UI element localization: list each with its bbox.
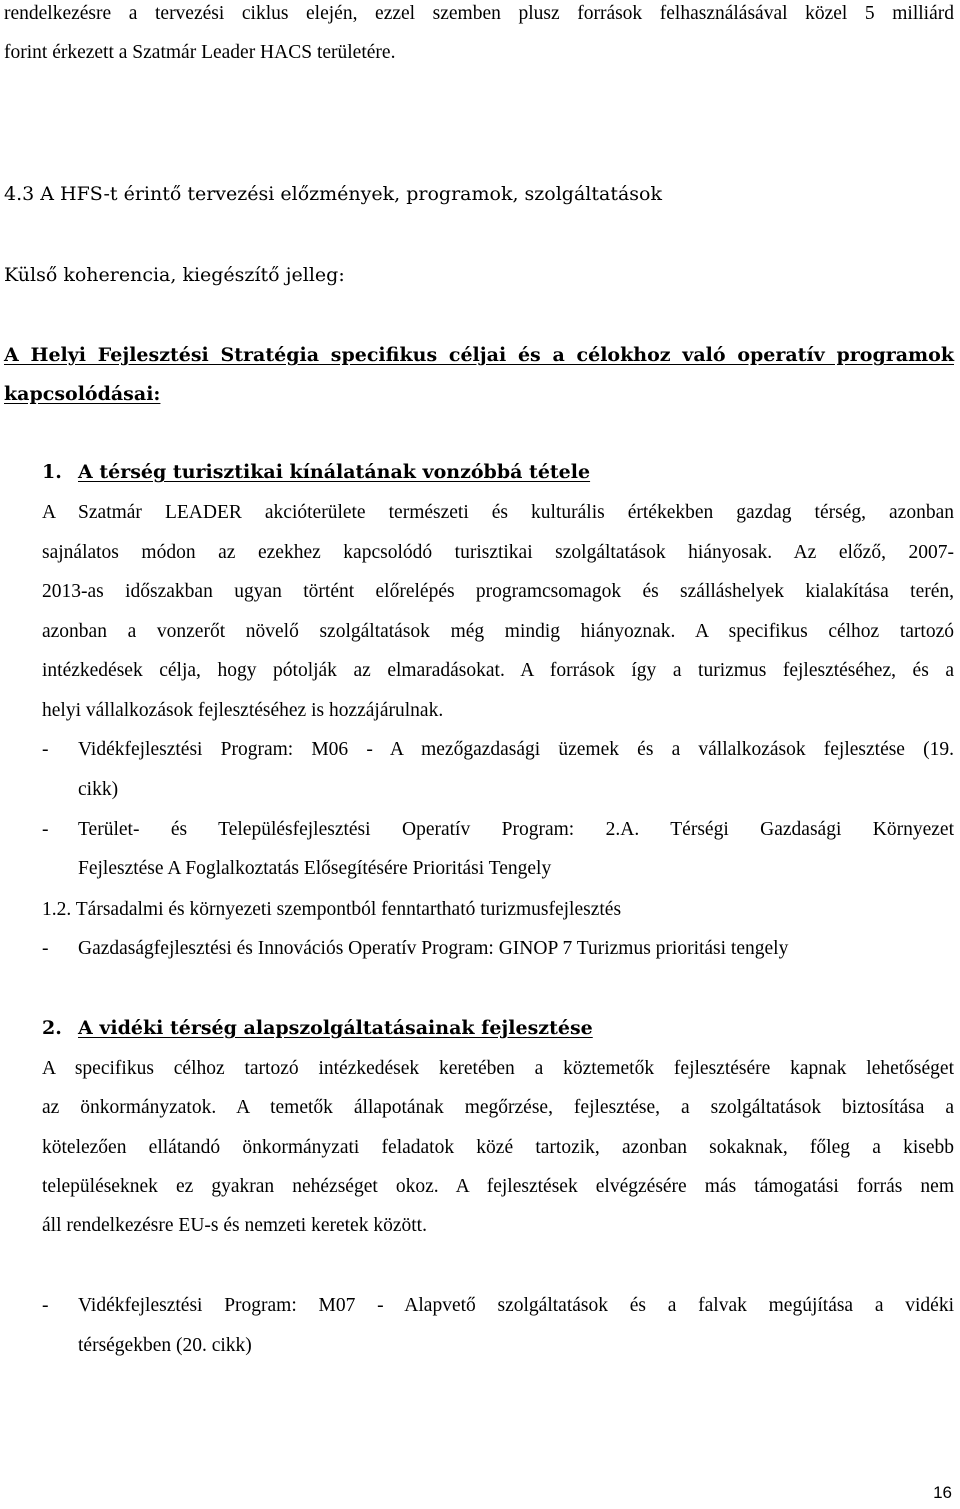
item2-title: A vidéki térség alapszolgáltatásainak fejlesztése — [78, 1017, 593, 1039]
program-line: Vidékfejlesztési Program: M06 - A mezőgazdasági üzemek és a vállalkozások fejlesztése (19. — [78, 739, 954, 760]
item2-body-line: az önkormányzatok. A temetők állapotának megőrzése, fejlesztése, a szolgáltatások biztosítása a — [42, 1097, 954, 1118]
item2-body-line: A specifikus célhoz tartozó intézkedések keretében a köztemetők fejlesztésére kapnak lehetőséget — [42, 1058, 954, 1079]
item2-body-line: kötelezően ellátandó önkormányzati feladatok közé tartozik, azonban sokaknak, főleg a kisebb — [42, 1137, 954, 1158]
program-line: Terület- és Településfejlesztési Operatív Program: 2.A. Térségi Gazdasági Környezet — [78, 819, 954, 840]
intro-line-2: forint érkezett a Szatmár Leader HACS területére. — [4, 42, 396, 63]
program-line: térségekben (20. cikk) — [78, 1335, 252, 1356]
program-line: cikk) — [78, 779, 119, 800]
item2-body-line: áll rendelkezésre EU-s és nemzeti keretek között. — [42, 1215, 427, 1236]
list-dash: - — [42, 1295, 49, 1316]
item1-body-line: sajnálatos módon az ezekhez kapcsolódó turisztikai szolgáltatások hiányosak. Az előző, 2007- — [42, 542, 954, 563]
page-number: 16 — [933, 1483, 952, 1502]
section-title-line-2: kapcsolódásai: — [4, 383, 161, 405]
item1-title: A térség turisztikai kínálatának vonzóbbá tétele — [78, 461, 591, 483]
item1-number: 1. — [42, 461, 62, 483]
section-subheading: Külső koherencia, kiegészítő jelleg: — [4, 264, 345, 286]
item1-body-line: azonban a vonzerőt növelő szolgáltatások még mindig hiányoznak. A specifikus célhoz tartozó — [42, 621, 954, 642]
section-title-line-1: A Helyi Fejlesztési Stratégia specifikus céljai és a célokhoz való operatív programok — [4, 344, 954, 366]
program-line: Vidékfejlesztési Program: M07 - Alapvető szolgáltatások és a falvak megújítása a vidéki — [78, 1295, 954, 1316]
intro-line-1: rendelkezésre a tervezési ciklus elején, ezzel szemben plusz források felhasználásával közel 5 milliárd — [4, 3, 954, 24]
item1-body-line: A Szatmár LEADER akcióterülete természeti és kulturális értékekben gazdag térség, azonban — [42, 502, 954, 523]
section-heading: 4.3 A HFS-t érintő tervezési előzmények, programok, szolgáltatások — [4, 183, 663, 205]
program-line: Gazdaságfejlesztési és Innovációs Operatív Program: GINOP 7 Turizmus prioritási tengely — [78, 938, 789, 959]
subsection-continuation: 1.2. Társadalmi és környezeti szempontból fenntartható turizmusfejlesztés — [42, 899, 622, 920]
list-dash: - — [42, 739, 49, 760]
item2-number: 2. — [42, 1017, 62, 1039]
list-dash: - — [42, 819, 49, 840]
item1-body-line: intézkedések célja, hogy pótolják az elmaradásokat. A források így a turizmus fejlesztéséhez, és a — [42, 660, 954, 681]
list-dash: - — [42, 938, 49, 959]
item1-body-line: helyi vállalkozások fejlesztéséhez is hozzájárulnak. — [42, 700, 444, 721]
program-line: Fejlesztése A Foglalkoztatás Elősegítésére Prioritási Tengely — [78, 858, 552, 879]
item2-body-line: településeknek ez gyakran nehézséget okoz. A fejlesztések elvégzésére más támogatási forrás nem — [42, 1176, 954, 1197]
item1-body-line: 2013-as időszakban ugyan történt előrelépés programcsomagok és szálláshelyek kialakítása terén, — [42, 581, 954, 602]
